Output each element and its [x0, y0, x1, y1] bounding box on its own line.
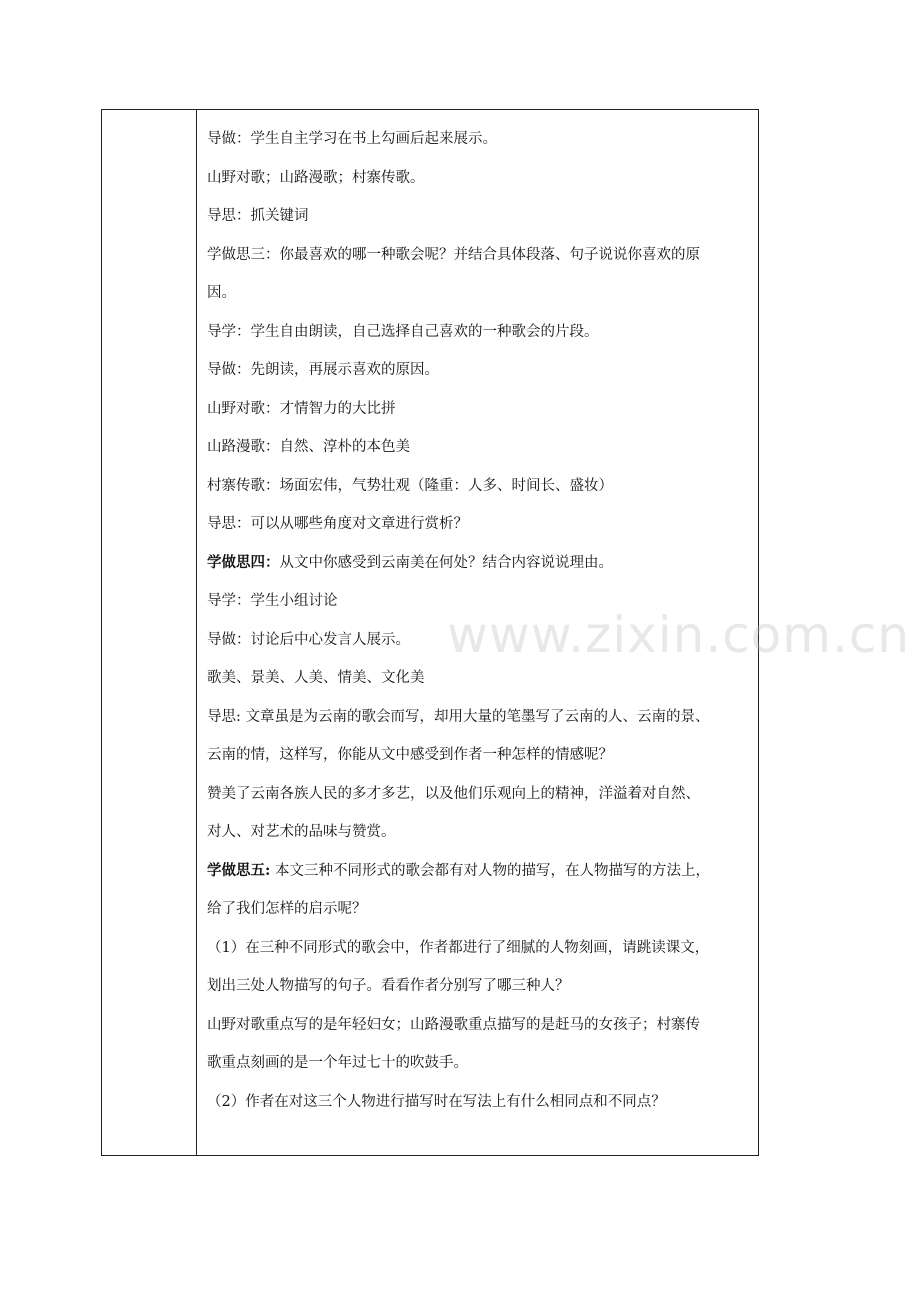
text-line — [207, 1044, 750, 1083]
section-heading: 学做思四： — [207, 553, 280, 571]
text-line — [207, 890, 750, 929]
text-line — [207, 313, 750, 352]
text-line — [207, 120, 750, 159]
line-text: 导学：学生自由朗读，自己选择自己喜欢的一种歌会的片段。 — [207, 323, 599, 340]
line-text: 学做思三：你最喜欢的哪一种歌会呢？并结合具体段落、句子说说你喜欢的原 — [207, 246, 700, 263]
text-line — [207, 197, 750, 236]
line-text: 赞美了云南各族人民的多才多艺，以及他们乐观向上的精神，洋溢着对自然、 — [207, 785, 700, 802]
line-text: 导思: 文章虽是为云南的歌会而写，却用大量的笔墨写了云南的人、云南的景、 — [207, 708, 710, 725]
text-line — [207, 159, 750, 198]
line-text: 给了我们怎样的启示呢？ — [207, 901, 367, 917]
text-line — [207, 351, 750, 390]
text-line — [207, 390, 750, 429]
line-text: 云南的情，这样写，你能从文中感受到作者一种怎样的情感呢？ — [207, 747, 613, 763]
line-text: 导思：抓关键词 — [207, 208, 309, 224]
text-line — [207, 505, 750, 544]
line-text: 对人、对艺术的品味与赞赏。 — [207, 824, 396, 840]
watermark: www.zixin.com.cn — [447, 606, 911, 664]
section-heading: 学做思五: — [207, 861, 271, 879]
line-text: 导思：可以从哪些角度对文章进行赏析？ — [207, 516, 468, 532]
text-line — [207, 775, 750, 814]
line-text: （1）在三种不同形式的歌会中，作者都进行了细腻的人物刻画，请跳读课文， — [207, 939, 710, 956]
text-line — [207, 274, 750, 313]
text-line — [207, 967, 750, 1006]
text-line — [207, 813, 750, 852]
line-text: 划出三处人物描写的句子。看看作者分别写了哪三种人？ — [207, 978, 570, 994]
table-left-cell — [102, 110, 197, 1155]
line-text: 山路漫歌：自然、淳朴的本色美 — [207, 439, 410, 455]
text-line — [207, 659, 750, 698]
line-text: 本文三种不同形式的歌会都有对人物的描写，在人物描写的方法上， — [270, 862, 710, 879]
text-line — [207, 236, 750, 275]
line-text: 从文中你感受到云南美在何处？结合内容说说理由。 — [279, 554, 613, 571]
line-text: 山野对歌重点写的是年轻妇女；山路漫歌重点描写的是赶马的女孩子；村寨传 — [207, 1016, 700, 1033]
text-line — [207, 929, 750, 968]
line-text: 导做：学生自主学习在书上勾画后起来展示。 — [207, 131, 497, 147]
line-text: 导做：先朗读，再展示喜欢的原因。 — [207, 362, 439, 378]
text-line — [207, 1083, 750, 1122]
text-line — [207, 1006, 750, 1045]
text-line — [207, 852, 750, 891]
line-text: 导学：学生小组讨论 — [207, 593, 338, 609]
text-line — [207, 698, 750, 737]
line-text: 村寨传歌：场面宏伟，气势壮观（隆重：人多、时间长、盛妆） — [207, 477, 613, 494]
text-line — [207, 428, 750, 467]
text-line — [207, 467, 750, 506]
line-text: （2）作者在对这三个人物进行描写时在写法上有什么相同点和不同点？ — [207, 1093, 666, 1110]
line-text: 导做：讨论后中心发言人展示。 — [207, 631, 410, 648]
line-text: 歌重点刻画的是一个年过七十的吹鼓手。 — [207, 1055, 468, 1071]
text-line — [207, 544, 750, 583]
line-text: 歌美、景美、人美、情美、文化美 — [207, 670, 425, 686]
line-text: 山野对歌：才情智力的大比拼 — [207, 400, 396, 417]
text-line — [207, 736, 750, 775]
line-text: 山野对歌；山路漫歌；村寨传歌。 — [207, 169, 425, 186]
line-text: 因。 — [207, 285, 236, 301]
